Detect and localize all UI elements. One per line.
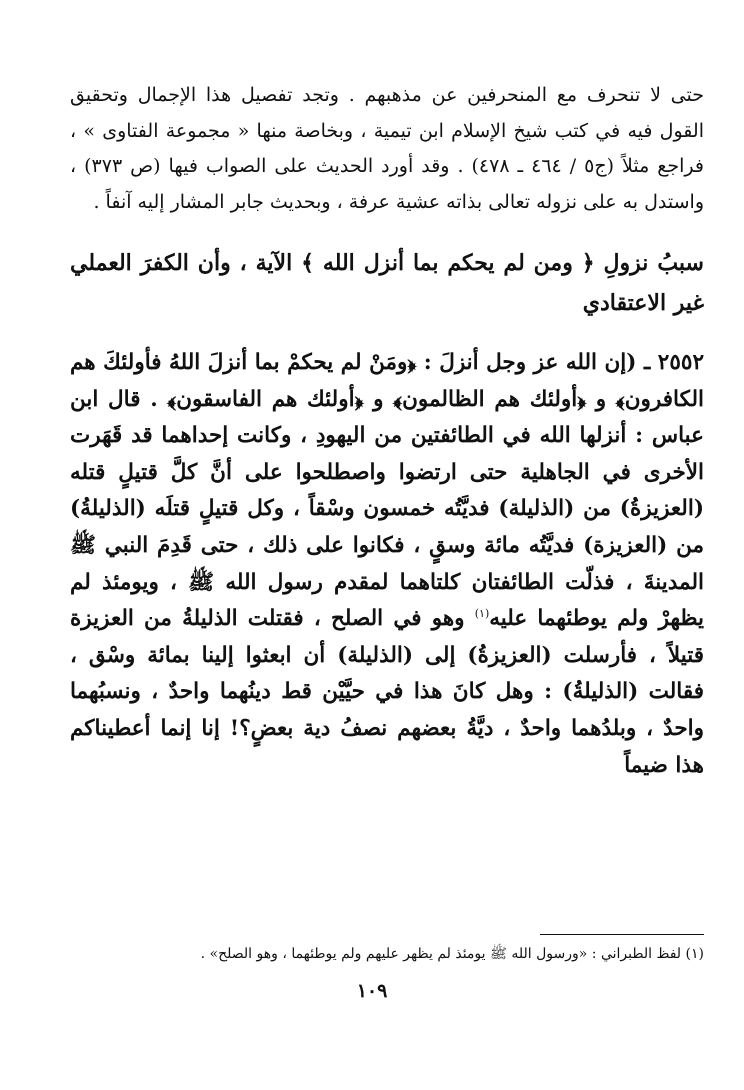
footnote-separator [540,934,704,935]
hadith-text-part-2: وهو في الصلح ، فقتلت الذليلةُ من العزيزة قتيلاً ، فأرسلت (العزيزةُ) إلى (الذليلة) أن ابعثوا إلينا بمائة وسْق ، فقالت (الذليلةُ) : وهل كانَ هذا في حيَّيْن قط دينُهما واحدٌ ، ونسبُهما واحدٌ ، وبلدُهما واحدٌ ، ديَّةُ بعضهم نصفُ دية بعضٍ؟! إنا إنما أعطيناكم هذا ضيماً [70,606,704,778]
page-body [70,78,704,784]
page-number: ١٠٩ [356,980,388,1002]
footnote-text: (١) لفظ الطبراني : «ورسول الله ﷺ يومئذ لم يظهر عليهم ولم يوطئهما ، وهو الصلح» . [200,946,704,962]
footnote-reference: (١) [474,607,490,620]
section-heading: سببُ نزولِ ﴿ ومن لم يحكم بما أنزل الله ﴾ الآية ، وأن الكفرَ العملي غير الاعتقادي [70,250,704,316]
hadith-paragraph [70,345,704,784]
hadith-text-part-1: ٢٥٥٢ ـ (إن الله عز وجل أنزلَ : ﴿ومَنْ لم يحكمْ بما أنزلَ اللهُ فأولئكَ هم الكافرون﴾ و ﴿أولئك هم الظالمون﴾ و ﴿أولئك هم الفاسقون﴾ . قال ابن عباس : أنزلها الله في الطائفتين من اليهودِ ، وكانت إحداهما قد قَهَرت الأخرى في الجاهلية حتى ارتضوا واصطلحوا على أنَّ كلَّ قتيلٍ قتله (العزيزةُ) من (الذليلة) فديَّتُه خمسون وسْقاً ، وكل قتيلٍ قتلَه (الذليلةُ) من (العزيزة) فديَّتُه مائة وسقٍ ، فكانوا على ذلك ، حتى قَدِمَ النبي ﷺ المدينةَ ، فذلّت الطائفتان كلتاهما لمقدم رسول الله ﷺ ، ويومئذ لم يظهرْ ولم يوطئهما عليه [70,350,704,632]
intro-paragraph: حتى لا تنحرف مع المنحرفين عن مذهبهم . وتجد تفصيل هذا الإجمال وتحقيق القول فيه في كتب شيخ الإسلام ابن تيمية ، وبخاصة منها « مجموعة الفتاوى » ، فراجع مثلاً (ج٥ / ٤٦٤ ـ ٤٧٨) . وقد أورد الحديث على الصواب فيها (ص ٣٧٣) ، واستدل به على نزوله تعالى بذاته عشية عرفة ، وبحديث جابر المشار إليه آنفاً . [70,84,704,213]
